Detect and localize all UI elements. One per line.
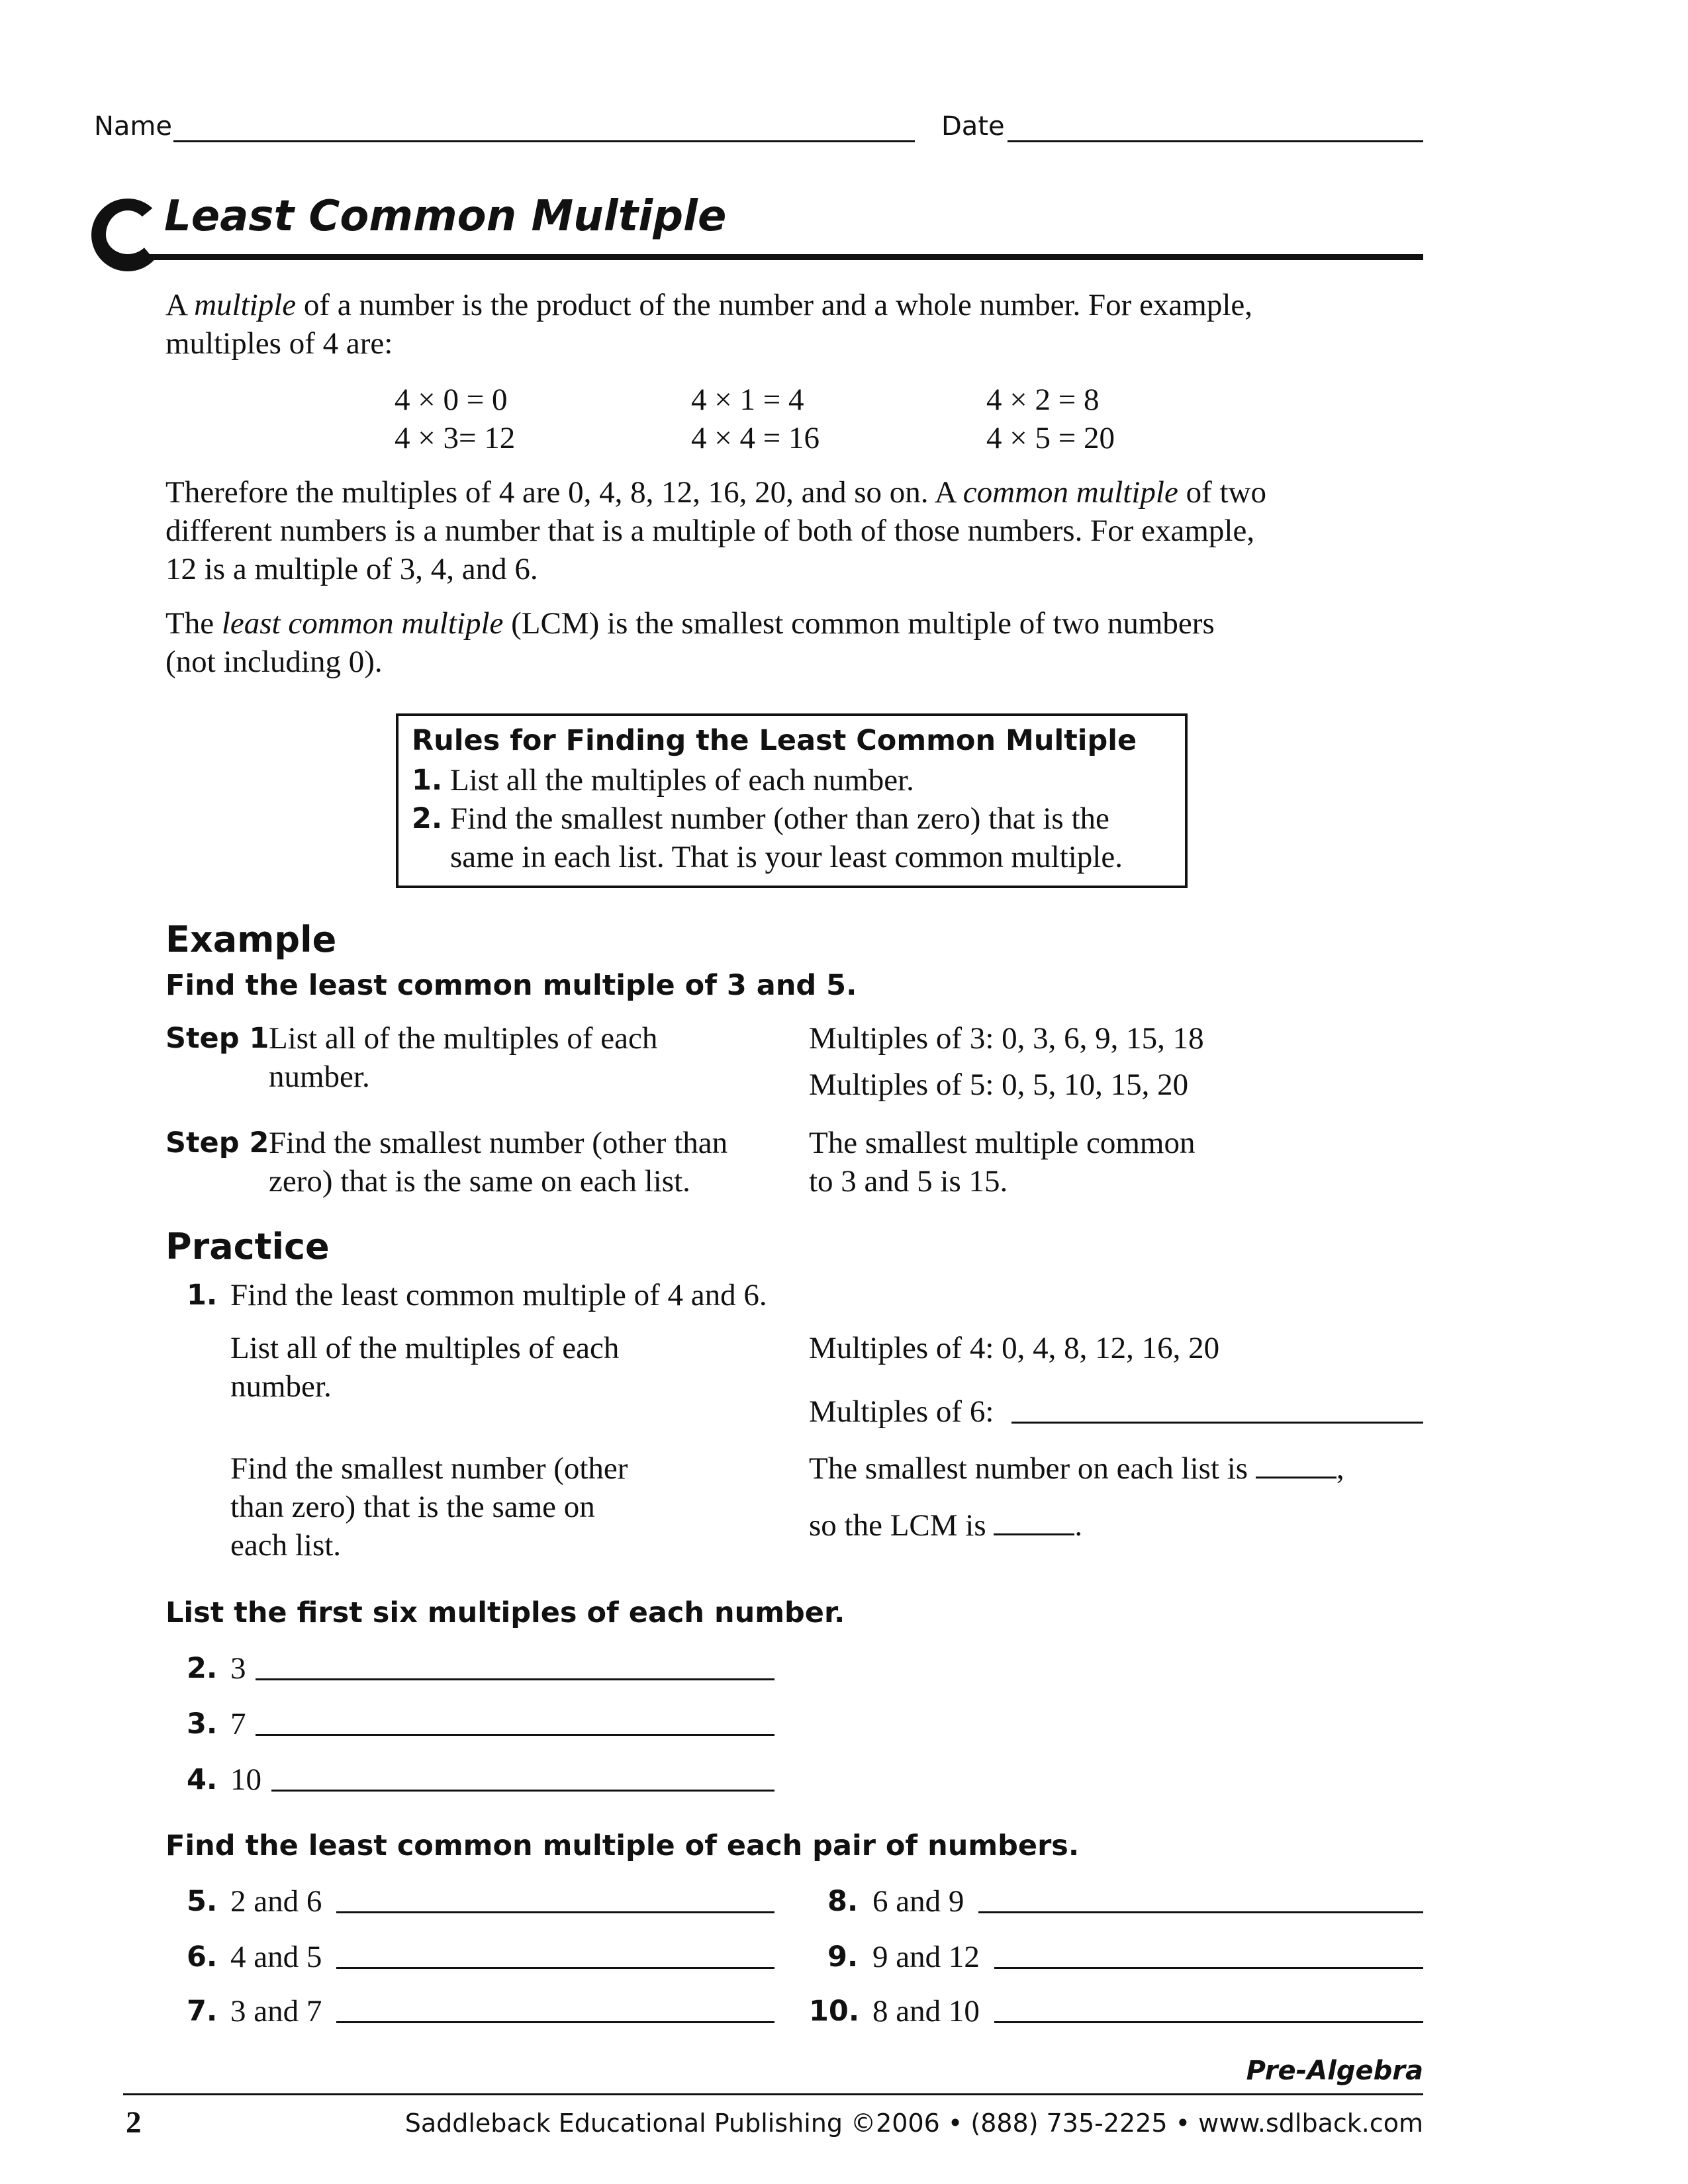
question-number: 7. <box>187 1995 218 2028</box>
smallest-answer-blank[interactable] <box>1256 1450 1336 1479</box>
intro-p3-line1: The least common multiple (LCM) is the smallest common multiple of two numbers <box>165 606 1215 641</box>
question-1-given: Multiples of 4: 0, 4, 8, 12, 16, 20 <box>809 1331 1220 1365</box>
step-2-text: Find the smallest number (other than <box>269 1126 728 1160</box>
intro-p2-line1: Therefore the multiples of 4 are 0, 4, 8, 12, 16, 20, and so on. A common multiple of two <box>165 475 1266 510</box>
question-text: 10 <box>230 1762 261 1797</box>
question-number: 2. <box>187 1652 218 1685</box>
rule-1: List all the multiples of each number. <box>450 763 914 797</box>
step-1-text: List all of the multiples of each <box>269 1021 658 1056</box>
step-2-answer: The smallest multiple common <box>809 1126 1196 1160</box>
title-rule <box>106 254 1423 260</box>
question-1-lcm: so the LCM is . <box>809 1508 1083 1543</box>
question-text: 9 and 12 <box>872 1940 980 1974</box>
footer-subject: Pre-Algebra <box>1246 2056 1423 2086</box>
footer-rule <box>123 2093 1423 2095</box>
question-1-text: Find the least common multiple of 4 and 6. <box>230 1278 767 1312</box>
answer-line[interactable] <box>994 1967 1423 1969</box>
question-number: 8. <box>827 1885 859 1918</box>
example-eq: 4 × 3= 12 <box>395 421 516 455</box>
practice-heading: Practice <box>165 1226 330 1267</box>
rule-2-line2: same in each list. That is your least common multiple. <box>450 840 1123 874</box>
step-1-label: Step 1 <box>165 1022 269 1055</box>
rule-number: 2. <box>412 802 443 835</box>
question-1-smallest: The smallest number on each list is , <box>809 1451 1344 1486</box>
step-1-answer: Multiples of 3: 0, 3, 6, 9, 15, 18 <box>809 1021 1204 1056</box>
question-1-instruction: Find the smallest number (other <box>230 1451 628 1486</box>
question-text: 3 and 7 <box>230 1994 322 2028</box>
question-text: 7 <box>230 1707 246 1741</box>
question-number: 4. <box>187 1763 218 1796</box>
intro-p3-line2: (not including 0). <box>165 645 383 679</box>
question-1-instruction: than zero) that is the same on <box>230 1490 595 1524</box>
question-1-instruction: number. <box>230 1369 332 1404</box>
question-text: 3 <box>230 1651 246 1686</box>
question-number: 3. <box>187 1707 218 1741</box>
section-find-lcm: Find the least common multiple of each pair of numbers. <box>165 1829 1080 1862</box>
answer-line[interactable] <box>336 1911 774 1913</box>
answer-line[interactable] <box>256 1678 774 1680</box>
multiples-of-6-answer-line[interactable] <box>1011 1422 1423 1424</box>
example-eq: 4 × 0 = 0 <box>395 383 508 417</box>
answer-line[interactable] <box>336 2021 774 2023</box>
step-2-text: zero) that is the same on each list. <box>269 1164 690 1199</box>
answer-line[interactable] <box>336 1967 774 1969</box>
question-number: 9. <box>827 1940 859 1974</box>
question-number: 5. <box>187 1885 218 1918</box>
answer-line[interactable] <box>271 1790 774 1792</box>
example-prompt: Find the least common multiple of 3 and 5. <box>165 969 857 1002</box>
section-list-multiples: List the first six multiples of each number. <box>165 1596 845 1629</box>
intro-p1-line2: multiples of 4 are: <box>165 326 393 361</box>
name-field[interactable] <box>173 140 915 142</box>
question-text: 2 and 6 <box>230 1884 322 1919</box>
question-text: 6 and 9 <box>872 1884 964 1919</box>
answer-line[interactable] <box>978 1911 1423 1913</box>
date-field[interactable] <box>1008 140 1423 142</box>
intro-p2-line2: different numbers is a number that is a multiple of both of those numbers. For example, <box>165 514 1255 548</box>
example-eq: 4 × 4 = 16 <box>691 421 820 455</box>
title-decoration-icon <box>91 199 164 271</box>
term-common-multiple: common multiple <box>962 475 1178 510</box>
term-lcm: least common multiple <box>221 606 504 641</box>
example-eq: 4 × 1 = 4 <box>691 383 804 417</box>
question-1-instruction: List all of the multiples of each <box>230 1331 620 1365</box>
question-number: 10. <box>809 1995 860 2028</box>
rule-number: 1. <box>412 764 443 797</box>
example-eq: 4 × 5 = 20 <box>986 421 1115 455</box>
intro-p2-line3: 12 is a multiple of 3, 4, and 6. <box>165 552 538 586</box>
rule-2-line1: Find the smallest number (other than zero) that is the <box>450 801 1109 836</box>
example-heading: Example <box>165 919 337 960</box>
question-number: 6. <box>187 1940 218 1974</box>
rules-heading: Rules for Finding the Least Common Multiple <box>412 724 1137 757</box>
name-label: Name <box>94 111 173 142</box>
answer-line[interactable] <box>256 1734 774 1736</box>
page-number: 2 <box>126 2105 142 2140</box>
step-1-answer: Multiples of 5: 0, 5, 10, 15, 20 <box>809 1068 1189 1102</box>
example-eq: 4 × 2 = 8 <box>986 383 1100 417</box>
step-2-answer: to 3 and 5 is 15. <box>809 1164 1008 1199</box>
date-label: Date <box>941 111 1005 142</box>
footer-publisher: Saddleback Educational Publishing ©2006 • (888) 735-2225 • www.sdlback.com <box>404 2109 1423 2138</box>
intro-p1-line1: A multiple of a number is the product of the number and a whole number. For example, <box>165 288 1253 322</box>
term-multiple: multiple <box>194 288 297 322</box>
question-1-prompt: Multiples of 6: <box>809 1394 994 1429</box>
question-text: 8 and 10 <box>872 1994 980 2028</box>
answer-line[interactable] <box>994 2021 1423 2023</box>
step-1-text: number. <box>269 1060 370 1094</box>
question-number: 1. <box>187 1279 218 1312</box>
lcm-answer-blank[interactable] <box>994 1507 1074 1535</box>
step-2-label: Step 2 <box>165 1126 269 1160</box>
question-1-instruction: each list. <box>230 1528 342 1563</box>
question-text: 4 and 5 <box>230 1940 322 1974</box>
page-title: Least Common Multiple <box>164 192 727 241</box>
